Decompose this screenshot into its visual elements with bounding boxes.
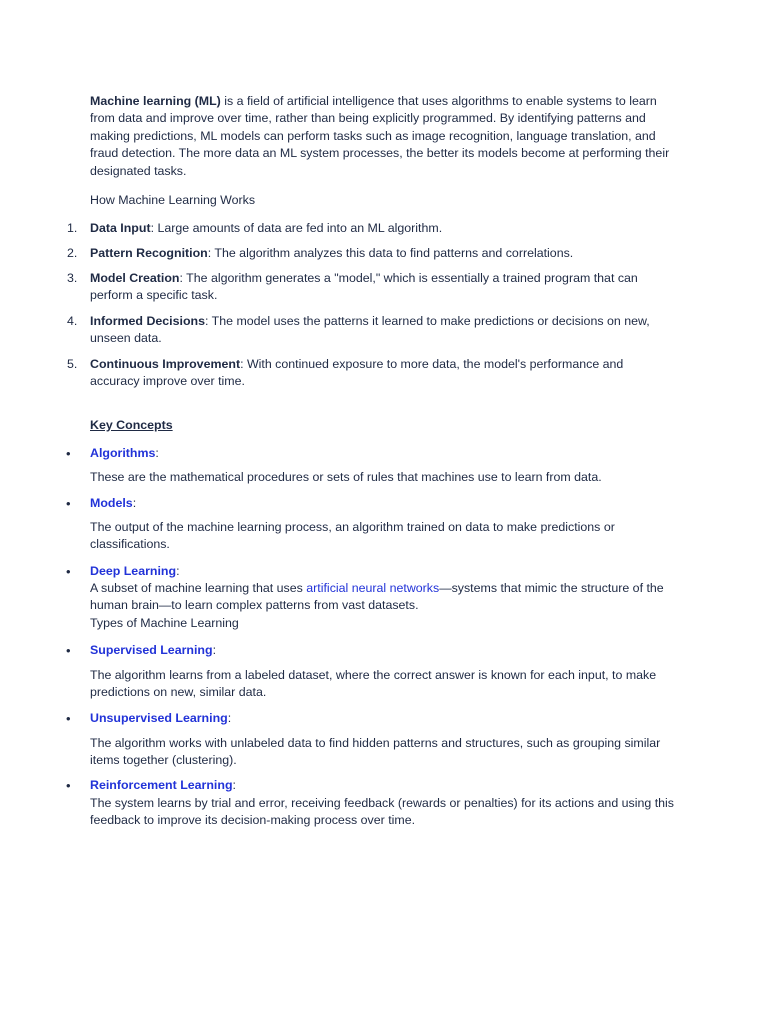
concept-colon: : [212,643,217,657]
step-item [90,313,680,348]
deep-desc-post: —systems that mimic the structure of the human brain—to learn complex patterns from vast datasets. [90,581,664,613]
bullet-icon: • [66,446,71,461]
step-text: : Large amounts of data are fed into an ML algorithm. [150,221,443,235]
concept-term: Deep Learning [90,564,177,578]
step-item [90,220,680,237]
neural-networks-link[interactable]: artificial neural networks [306,581,440,595]
step-number: 4. [67,314,78,328]
concept-colon: : [155,446,159,460]
concept-term: Supervised Learning [90,643,213,657]
concept-term-row [90,777,680,794]
concept-term-row [90,495,680,512]
concept-colon: : [176,564,180,578]
step-term: Continuous Improvement [90,357,241,371]
concept-description: These are the mathematical procedures or sets of rules that machines use to learn from data. [90,470,602,484]
intro-paragraph [90,93,680,180]
bullet-icon: • [66,711,71,726]
concept-term-row [90,710,680,727]
step-item [90,245,680,262]
concept-description [90,580,685,615]
concept-term: Algorithms [90,446,156,460]
concept-term-row [90,563,680,580]
step-number: 3. [67,271,78,285]
intro-term: Machine learning (ML) [90,94,221,108]
step-text: : The algorithm generates a "model," which is essentially a trained program that can perform a specific task. [90,271,638,303]
bullet-icon: • [66,643,71,658]
bullet-icon: • [66,778,71,793]
step-number: 1. [67,221,78,235]
key-concepts-heading [90,417,680,434]
concept-description: The output of the machine learning process, an algorithm trained on data to make predictions or classifications. [90,520,615,552]
concept-colon: : [132,496,137,510]
key-concepts-label: Key Concepts [90,418,173,432]
concept-colon: : [227,711,232,725]
concept-description: The system learns by trial and error, receiving feedback (rewards or penalties) for its actions and using this feedback to improve its decision-making process over time. [90,796,675,828]
step-term: Pattern Recognition [90,246,208,260]
concept-term-row [90,445,680,462]
concept-description: The algorithm learns from a labeled dataset, where the correct answer is known for each input, to make predictions on new, similar data. [90,668,657,700]
step-term: Informed Decisions [90,314,205,328]
concept-term: Reinforcement Learning [90,778,233,792]
concept-term: Models [90,496,133,510]
concept-description: The algorithm works with unlabeled data to find hidden patterns and structures, such as grouping similar items together (clustering). [90,736,661,768]
step-term: Data Input [90,221,151,235]
intro-text: is a field of artificial intelligence that uses algorithms to enable systems to learn from data and improve over time, rather than being explicitly programmed. By identifying patterns and making predictions, ML models can perform tasks such as image recognition, language translation, and fraud detection. The more data an ML system processes, the better its models become at performing their designated tasks. [90,94,670,178]
step-text: : The model uses the patterns it learned to make predictions or decisions on new, unseen data. [90,314,650,346]
step-term: Model Creation [90,271,180,285]
bullet-icon: • [66,564,71,579]
step-number: 2. [67,246,78,260]
concept-term: Unsupervised Learning [90,711,228,725]
concept-colon: : [232,778,236,792]
how-heading: How Machine Learning Works [90,193,256,207]
step-number: 5. [67,357,78,371]
step-text: : With continued exposure to more data, the model's performance and accuracy improve over time. [90,357,624,389]
types-heading: Types of Machine Learning [90,616,239,630]
bullet-icon: • [66,496,71,511]
step-text: : The algorithm analyzes this data to find patterns and correlations. [207,246,574,260]
deep-desc-pre: A subset of machine learning that uses [90,581,307,595]
step-item [90,270,660,305]
concept-term-row [90,642,680,659]
step-item [90,356,645,391]
